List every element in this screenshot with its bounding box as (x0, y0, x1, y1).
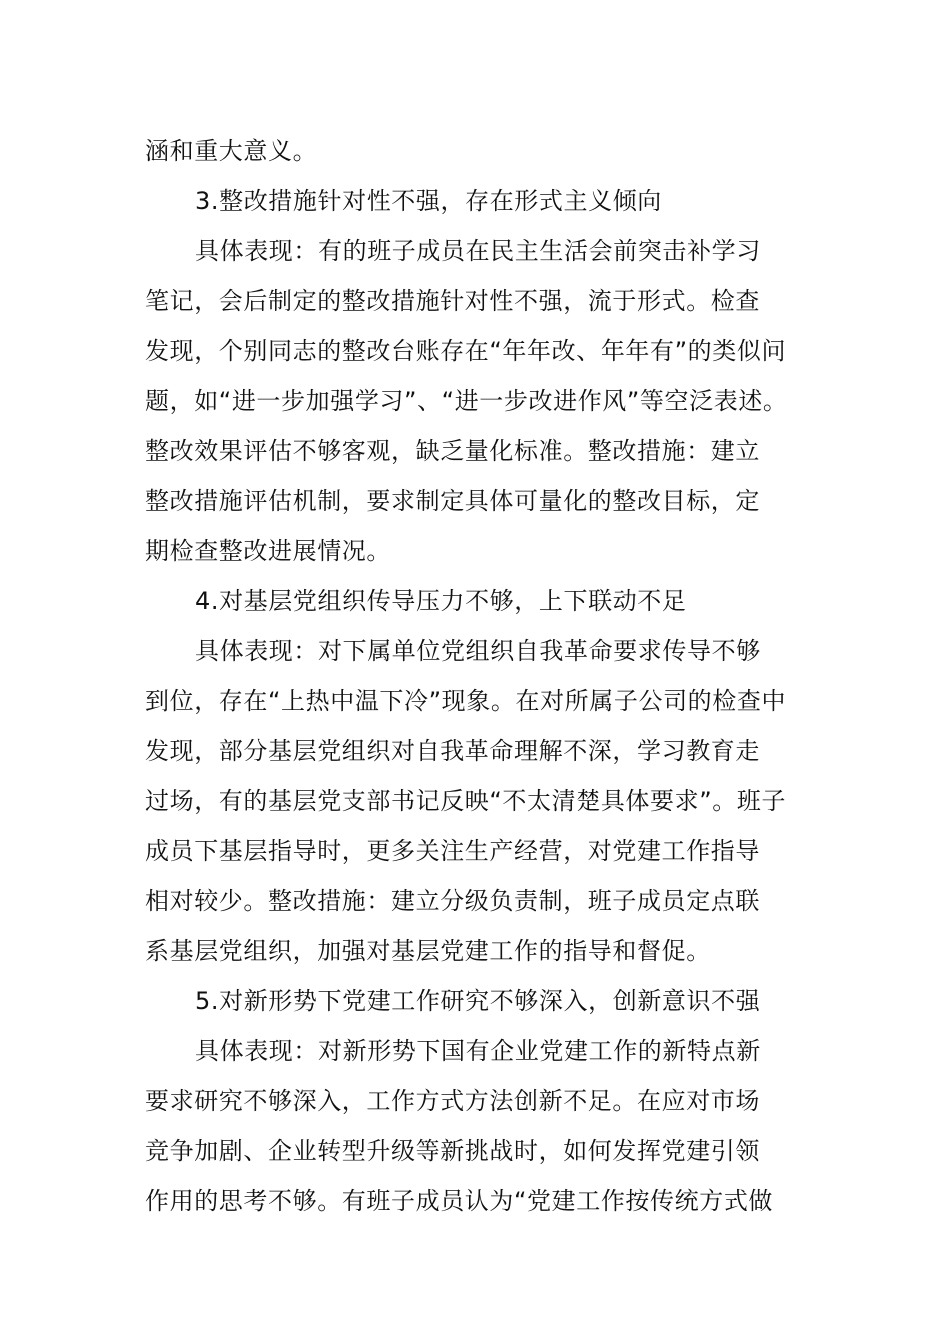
paragraph-line: 整改措施评估机制，要求制定具体可量化的整改目标，定 (145, 487, 760, 515)
paragraph-line: 整改效果评估不够客观，缺乏量化标准。整改措施：建立 (145, 437, 760, 465)
paragraph-line: 成员下基层指导时，更多关注生产经营，对党建工作指导 (145, 837, 760, 865)
paragraph-line: 竞争加剧、企业转型升级等新挑战时，如何发挥党建引领 (145, 1137, 760, 1165)
paragraph-line: 系基层党组织，加强对基层党建工作的指导和督促。 (145, 937, 711, 965)
paragraph-line: 具体表现：有的班子成员在民主生活会前突击补学习 (195, 237, 761, 265)
paragraph-line: 发现，个别同志的整改台账存在“年年改、年年有”的类似问 (145, 337, 787, 365)
section-heading-3: 3.整改措施针对性不强，存在形式主义倾向 (195, 187, 662, 215)
document-body (145, 126, 810, 1226)
paragraph-line: 相对较少。整改措施：建立分级负责制，班子成员定点联 (145, 887, 760, 915)
paragraph-line: 发现，部分基层党组织对自我革命理解不深，学习教育走 (145, 737, 760, 765)
paragraph-line: 涵和重大意义。 (145, 137, 318, 165)
paragraph-line: 具体表现：对下属单位党组织自我革命要求传导不够 (195, 637, 761, 665)
paragraph-line: 到位，存在“上热中温下冷”现象。在对所属子公司的检查中 (145, 687, 787, 715)
section-heading-5: 5.对新形势下党建工作研究不够深入，创新意识不强 (195, 987, 761, 1015)
paragraph-line: 题，如“进一步加强学习”、“进一步改进作风”等空泛表述。 (145, 387, 788, 415)
paragraph-line: 期检查整改进展情况。 (145, 537, 391, 565)
paragraph-line: 要求研究不够深入，工作方式方法创新不足。在应对市场 (145, 1087, 760, 1115)
paragraph-line: 具体表现：对新形势下国有企业党建工作的新特点新 (195, 1037, 761, 1065)
paragraph-line: 过场，有的基层党支部书记反映“不太清楚具体要求”。班子 (145, 787, 787, 815)
paragraph-line: 笔记，会后制定的整改措施针对性不强，流于形式。检查 (145, 287, 760, 315)
section-heading-4: 4.对基层党组织传导压力不够，上下联动不足 (195, 587, 687, 615)
paragraph-line: 作用的思考不够。有班子成员认为“党建工作按传统方式做 (145, 1187, 774, 1215)
